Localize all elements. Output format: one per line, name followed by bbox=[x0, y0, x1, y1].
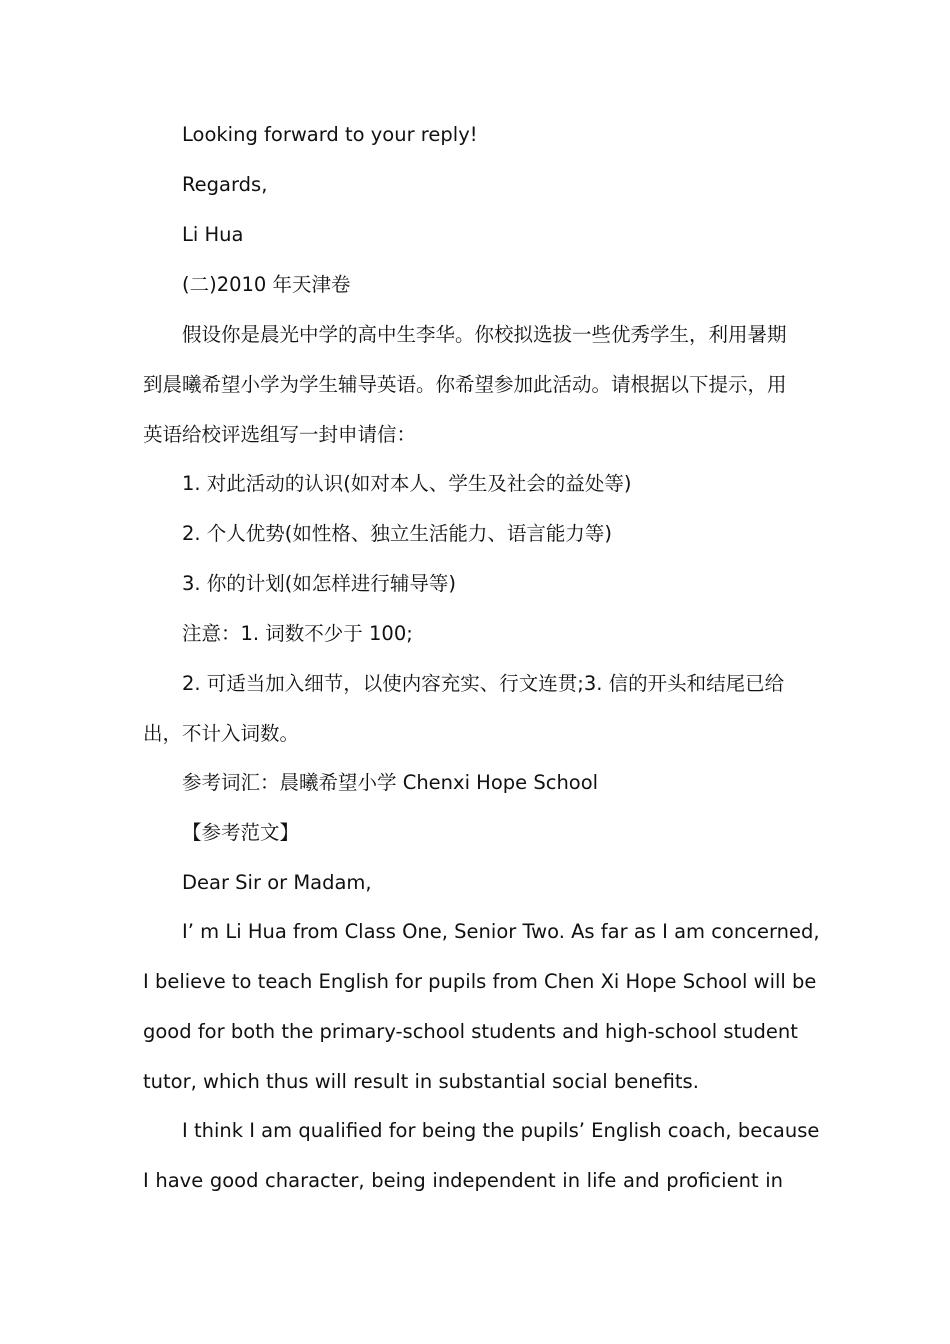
prompt-point-2: 2. 个人优势(如性格、独立生活能力、语言能力等) bbox=[182, 522, 613, 545]
prompt-paragraph-line: 英语给校评选组写一封申请信： bbox=[143, 423, 417, 446]
signature-line: Li Hua bbox=[182, 223, 244, 246]
prompt-paragraph-line: 假设你是晨光中学的高中生李华。你校拟选拔一些优秀学生，利用暑期 bbox=[182, 323, 787, 346]
section-heading: (二)2010 年天津卷 bbox=[182, 273, 351, 296]
notes-line: 注意：1. 词数不少于 100; bbox=[182, 622, 413, 645]
salutation-line: Dear Sir or Madam, bbox=[182, 871, 372, 894]
letter-paragraph-line: I believe to teach English for pupils from Chen Xi Hope School will be bbox=[143, 970, 817, 993]
prompt-point-3: 3. 你的计划(如怎样进行辅导等) bbox=[182, 572, 457, 595]
closing-line: Looking forward to your reply! bbox=[182, 123, 478, 146]
prompt-point-1: 1. 对此活动的认识(如对本人、学生及社会的益处等) bbox=[182, 472, 632, 495]
prompt-paragraph-line: 到晨曦希望小学为学生辅导英语。你希望参加此活动。请根据以下提示，用 bbox=[143, 373, 787, 396]
vocabulary-line: 参考词汇：晨曦希望小学 Chenxi Hope School bbox=[182, 771, 599, 794]
regards-line: Regards, bbox=[182, 173, 268, 196]
notes-line: 出，不计入词数。 bbox=[143, 722, 300, 745]
sample-heading: 【参考范文】 bbox=[182, 821, 300, 844]
letter-paragraph-line: good for both the primary-school students and high-school student bbox=[143, 1020, 798, 1043]
letter-paragraph-line: I’ m Li Hua from Class One, Senior Two. As far as I am concerned, bbox=[182, 920, 820, 943]
letter-paragraph-line: I think I am qualified for being the pupils’ English coach, because bbox=[182, 1119, 820, 1142]
letter-paragraph-line: I have good character, being independent in life and proficient in bbox=[143, 1169, 783, 1192]
notes-line: 2. 可适当加入细节，以使内容充实、行文连贯;3. 信的开头和结尾已给 bbox=[182, 672, 785, 695]
letter-paragraph-line: tutor, which thus will result in substantial social benefits. bbox=[143, 1070, 699, 1093]
